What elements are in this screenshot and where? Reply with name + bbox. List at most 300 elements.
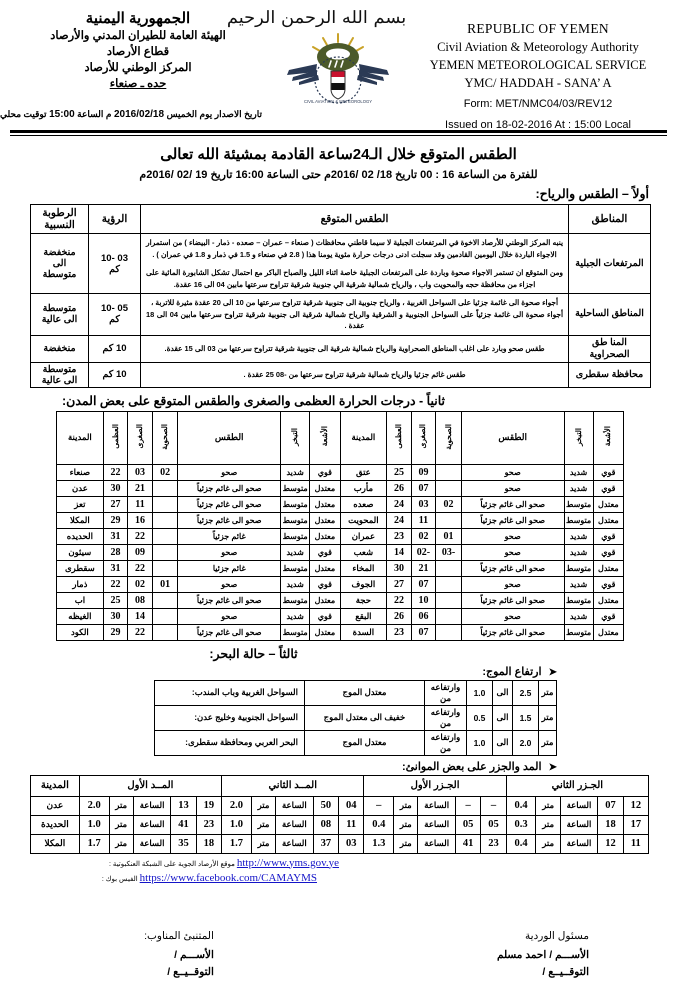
frost-temp-right <box>152 624 178 640</box>
tide-meter-label-tide2: متر <box>251 796 275 815</box>
max-temp-left: 24 <box>387 512 412 528</box>
tide-minute-tide2: 11 <box>339 815 364 834</box>
region-name: المرتفعات الجبلية <box>569 234 651 294</box>
weather-left: صحو <box>461 544 564 560</box>
frost-temp-left <box>436 592 462 608</box>
tide-height-tide1: 2.0 <box>79 796 109 815</box>
cama-logo-icon <box>283 30 393 104</box>
forecast-period: للفترة من الساعة 16 : 00 تاريخ 18/ 02 /2016م حتى الساعة 16:00 تاريخ 19 /02 /2016م <box>139 169 538 181</box>
wave-height-label: ارتفاع الموج: <box>482 665 542 678</box>
region-name: المنا طق الصحراوية <box>569 335 651 362</box>
max-temp-right: 28 <box>103 544 128 560</box>
tide-hour-label-tide1: الساعة <box>133 834 171 853</box>
weather-right: صحو الى غائم جزئياً <box>178 496 281 512</box>
max-temp-right: 27 <box>103 496 128 512</box>
weather-description: أجواء صحوة الى غائمة جزئيا على السواحل الغربية ، والرياح جنوبية الى جنوبية شرقية تتراوح سرعتها من 10 الى 20 عقدة مثيرة للاتربة ، أجواء صحوة الى غائمة جزئياً على السواحل الجنوبية و الشرقية والرياح شمالية شرقية الى جنوبية شرقية تتراوح سرعتها مابين 04 الى 18 عقدة . <box>141 294 569 336</box>
uv-value-left: معتدل <box>593 560 623 576</box>
issue-prefix: تاريخ الاصدار يوم الخميس <box>166 109 262 119</box>
temperature-table-wrapper <box>8 411 669 641</box>
signature-forecaster <box>8 930 362 981</box>
min-temp-left: 21 <box>411 560 436 576</box>
col-header-uv-right: الأشعة <box>310 411 340 464</box>
forecaster-name-line: الأســـم / <box>174 948 214 961</box>
table-row <box>31 362 651 387</box>
col-header-weather: الطقس المتوقع <box>141 205 569 234</box>
forecaster-signature-line: التوقــيــع / <box>167 965 214 978</box>
city-name-right: اب <box>57 592 104 608</box>
uv-value-right: معتدل <box>310 512 340 528</box>
max-temp-right: 29 <box>103 512 128 528</box>
table-row <box>57 512 624 528</box>
weather-description: طقس صحو وبارد على اغلب المناطق الصحراوية والرياح شمالية شرقية الى جنوبية شرقية تتراوح سرعتها من 03 الى 15 عقدة. <box>141 335 569 362</box>
tide-height-ebb2: 0.3 <box>506 815 536 834</box>
table-row <box>31 796 649 815</box>
wave-table-wrapper <box>8 680 669 756</box>
tide-hour-label-ebb2: الساعة <box>560 834 598 853</box>
wave-state: خفيف الى معتدل الموج <box>305 705 425 730</box>
issued-on-en: Issued on 18-02-2016 At : 15:00 Local <box>445 119 631 131</box>
city-name-left: شعب <box>340 544 387 560</box>
issue-datetime-ar <box>0 109 262 120</box>
weather-left: صحو <box>461 608 564 624</box>
tide-table-wrapper <box>8 775 669 854</box>
city-name-right: الغيظه <box>57 608 104 624</box>
tide-height-tide2: 1.0 <box>222 815 252 834</box>
tide-hour-tide1: 41 <box>171 815 196 834</box>
city-name-right: تعز <box>57 496 104 512</box>
section-heading-sea: ثالثاً – حالة البحر: <box>209 646 298 661</box>
table-row <box>57 592 624 608</box>
min-temp-right: 22 <box>128 560 153 576</box>
col-header-city-left: المدينة <box>340 411 387 464</box>
frost-temp-left: 01 <box>436 528 462 544</box>
table-header-row <box>31 205 651 234</box>
table-row <box>31 335 651 362</box>
min-temp-right: 16 <box>128 512 153 528</box>
min-temp-left: 07 <box>411 624 436 640</box>
website-link[interactable]: http://www.yms.gov.ye <box>236 856 339 869</box>
col-header-tide2: المــد الثاني <box>222 775 364 796</box>
frost-temp-right <box>152 480 178 496</box>
header-arabic-block <box>0 6 262 120</box>
tide-minute-tide1: 18 <box>196 834 221 853</box>
city-name-right: سيئون <box>57 544 104 560</box>
city-name-right: المكلا <box>57 512 104 528</box>
weather-left: صحو الى غائم جزئياً <box>461 496 564 512</box>
city-name-right: الحديده <box>57 528 104 544</box>
evaporation-right: متوسط <box>281 624 310 640</box>
weather-left: صحو الى غائم جزئياً <box>461 624 564 640</box>
service-name-en: YEMEN METEOROLOGICAL SERVICE <box>429 58 647 72</box>
evaporation-right: شديد <box>281 544 310 560</box>
uv-value-right: معتدل <box>310 496 340 512</box>
city-name-left: عتق <box>340 464 387 480</box>
evaporation-left: شديد <box>564 608 593 624</box>
tide-hour-label-tide1: الساعة <box>133 796 171 815</box>
center-name-ar: المركز الوطني للأرصاد <box>84 62 192 74</box>
max-temp-right: 25 <box>103 592 128 608</box>
frost-temp-right <box>152 496 178 512</box>
uv-value-right: معتدل <box>310 528 340 544</box>
tide-hour-ebb1: – <box>455 796 480 815</box>
city-name-left: عمران <box>340 528 387 544</box>
tide-hour-label-ebb1: الساعة <box>418 834 456 853</box>
humidity-value: متوسطة الى عالية <box>31 362 89 387</box>
weather-left: صحو الى غائم جزئياً <box>461 512 564 528</box>
weather-left: صحو <box>461 576 564 592</box>
basmala-calligraphy: بسم الله الرحمن الرحيم <box>226 8 406 28</box>
port-city-name: عدن <box>31 796 80 815</box>
evaporation-left: متوسط <box>564 512 593 528</box>
tide-minute-tide2: 04 <box>339 796 364 815</box>
min-temp-right: 21 <box>128 480 153 496</box>
evaporation-right: متوسط <box>281 496 310 512</box>
col-header-min-right: الصغرى <box>128 411 153 464</box>
facebook-link[interactable]: https://www.facebook.com/CAMAYMS <box>139 871 317 884</box>
evaporation-right: متوسط <box>281 480 310 496</box>
facebook-row <box>8 872 317 884</box>
city-name-left: مأرب <box>340 480 387 496</box>
table-row <box>155 680 557 705</box>
tide-height-tide1: 1.7 <box>79 834 109 853</box>
tide-meter-label-tide1: متر <box>109 796 133 815</box>
evaporation-left: شديد <box>564 528 593 544</box>
min-temp-right: 08 <box>128 592 153 608</box>
wave-height-from: 0.5 <box>467 705 493 730</box>
uv-value-right: قوي <box>310 544 340 560</box>
arrow-bullet-icon: ➤ <box>548 761 557 773</box>
table-row <box>57 464 624 480</box>
col-header-ebb2: الجـزر الثاني <box>506 775 648 796</box>
authority-name-en: Civil Aviation & Meteorology Authority <box>437 40 639 54</box>
humidity-value: متوسطة الى عالية <box>31 294 89 336</box>
city-name-left: السدة <box>340 624 387 640</box>
city-name-right: صنعاء <box>57 464 104 480</box>
coast-name: السواحل الغربية وباب المندب: <box>155 680 305 705</box>
weather-table-wrapper <box>8 204 669 388</box>
max-temp-left: 22 <box>387 592 412 608</box>
uv-value-right: قوي <box>310 464 340 480</box>
frost-temp-right <box>152 592 178 608</box>
office-code-en: YMC/ HADDAH - SANA’ A <box>464 76 612 90</box>
frost-temp-right <box>152 608 178 624</box>
table-row <box>31 834 649 853</box>
wave-height-from: 1.0 <box>467 680 493 705</box>
weather-left: صحو الى غائم جزئياً <box>461 560 564 576</box>
uv-value-left: قوي <box>593 576 623 592</box>
wave-unit: متر <box>539 680 557 705</box>
min-temp-left: 11 <box>411 512 436 528</box>
weather-right: صحو الى غائم جزئياً <box>178 512 281 528</box>
col-header-evap-left: التبخر <box>564 411 593 464</box>
visibility-value: 05 -10 كم <box>89 294 141 336</box>
tide-height-ebb1: – <box>364 796 394 815</box>
frost-temp-right <box>152 512 178 528</box>
table-row <box>155 705 557 730</box>
region-name: محافظة سقطرى <box>569 362 651 387</box>
min-temp-left: -02 <box>411 544 436 560</box>
evaporation-right: متوسط <box>281 592 310 608</box>
evaporation-right: متوسط <box>281 528 310 544</box>
weather-right: صحو الى غائم جزئياً <box>178 624 281 640</box>
weather-right: صحو <box>178 608 281 624</box>
weather-right: غائم جزئيا <box>178 560 281 576</box>
tide-hour-ebb2: 07 <box>598 796 623 815</box>
arrow-bullet-icon: ➤ <box>548 666 557 678</box>
max-temp-right: 22 <box>103 464 128 480</box>
evaporation-right: شديد <box>281 608 310 624</box>
tide-hour-label-tide2: الساعة <box>276 815 314 834</box>
col-header-weather-right: الطقس <box>178 411 281 464</box>
weather-left: صحو <box>461 480 564 496</box>
uv-value-right: معتدل <box>310 480 340 496</box>
table-row <box>57 608 624 624</box>
tide-meter-label-ebb1: متر <box>394 834 418 853</box>
wave-height-to: 2.0 <box>513 730 539 755</box>
tide-hour-label-ebb2: الساعة <box>560 796 598 815</box>
col-header-max-left: العظمى <box>387 411 412 464</box>
tide-minute-ebb2: 12 <box>623 796 648 815</box>
uv-value-left: معتدل <box>593 624 623 640</box>
tide-hour-tide1: 35 <box>171 834 196 853</box>
form-number: Form: MET/NMC04/03/REV12 <box>463 98 613 110</box>
evaporation-left: شديد <box>564 544 593 560</box>
weather-description: ينبه المركز الوطني للأرصاد الاخوة في المرتفعات الجبلية لا سيما قاطني محافظات ( صنعاء – عمران – صعده - ذمار - البيضاء ) من استمرار الاجواء الباردة خلال اليومين القادمين وقد سجلت ادنى درجات حرارة مئوية يومنا هذا ( 2.8 في صنعاء و 1.5 في ذمار و 1.8 في عمران ) . ومن المتوقع ان تستمر الاجواء صحوة وباردة على المرتفعات الجبلية خاصة اثناء الليل والصباح الباكر مع احتمال تشكل الشابورة المائية على اجزاء من محافظة حجه والمحويت واب ، والرياح شمالية شرقية الي جنوبية شرقية تتراوح سرعتها مابين 04 الى 16 عقدة. <box>141 234 569 294</box>
city-name-left: الجوف <box>340 576 387 592</box>
uv-value-left: قوي <box>593 480 623 496</box>
shift-manager-name-line: الأســـم / احمد مسلم <box>496 948 589 961</box>
weather-right: صحو <box>178 576 281 592</box>
visibility-value: 10 كم <box>89 362 141 387</box>
tide-height-tide2: 1.7 <box>222 834 252 853</box>
center-location-ar: حده ـ صنعاء <box>109 78 167 90</box>
wave-unit: متر <box>539 705 557 730</box>
wave-to-label: الى <box>493 730 513 755</box>
website-row <box>8 857 339 869</box>
tide-hour-label-ebb2: الساعة <box>560 815 598 834</box>
sector-name-ar: قطاع الأرصاد <box>106 46 170 58</box>
wave-height-table <box>154 680 557 756</box>
tide-hour-tide2: 08 <box>313 815 338 834</box>
port-city-name: المكلا <box>31 834 80 853</box>
website-label: موقع الأرصاد الجوية على الشبكة العنكبوتية : <box>109 860 235 868</box>
frost-temp-left <box>436 464 462 480</box>
max-temp-left: 25 <box>387 464 412 480</box>
tide-table <box>30 775 649 854</box>
tide-meter-label-ebb1: متر <box>394 815 418 834</box>
region-name: المناطق الساحلية <box>569 294 651 336</box>
wave-height-to: 1.5 <box>513 705 539 730</box>
tide-meter-label-ebb2: متر <box>536 796 560 815</box>
tide-meter-label-ebb1: متر <box>394 796 418 815</box>
evaporation-left: شديد <box>564 464 593 480</box>
max-temp-right: 29 <box>103 624 128 640</box>
uv-value-left: قوي <box>593 464 623 480</box>
uv-value-left: قوي <box>593 608 623 624</box>
tide-meter-label-tide1: متر <box>109 834 133 853</box>
table-row <box>57 624 624 640</box>
frost-temp-right: 02 <box>152 464 178 480</box>
tide-height-ebb2: 0.4 <box>506 834 536 853</box>
weather-left: صحو الى غائم جزئياً <box>461 592 564 608</box>
tide-hour-label-tide2: الساعة <box>276 834 314 853</box>
min-temp-right: 14 <box>128 608 153 624</box>
tide-meter-label-tide1: متر <box>109 815 133 834</box>
footer-links <box>8 854 339 884</box>
col-header-frost-right: الصحوية <box>152 411 178 464</box>
max-temp-left: 30 <box>387 560 412 576</box>
max-temp-right: 30 <box>103 480 128 496</box>
country-name-en: REPUBLIC OF YEMEN <box>467 21 609 36</box>
tide-hour-ebb1: 05 <box>455 815 480 834</box>
tide-minute-tide2: 03 <box>339 834 364 853</box>
tide-minute-ebb1: – <box>481 796 506 815</box>
weather-left: صحو <box>461 464 564 480</box>
min-temp-right: 22 <box>128 528 153 544</box>
weather-right: صحو الى غائم جزئياً <box>178 592 281 608</box>
city-name-right: الكود <box>57 624 104 640</box>
wave-to-label: الى <box>493 680 513 705</box>
max-temp-right: 31 <box>103 528 128 544</box>
temperature-table <box>56 411 624 641</box>
uv-value-left: معتدل <box>593 512 623 528</box>
evaporation-left: متوسط <box>564 624 593 640</box>
weather-wind-table <box>30 204 651 388</box>
tide-hour-tide2: 50 <box>313 796 338 815</box>
uv-value-right: قوي <box>310 576 340 592</box>
table-row <box>31 815 649 834</box>
max-temp-left: 23 <box>387 624 412 640</box>
min-temp-left: 07 <box>411 576 436 592</box>
frost-temp-left <box>436 608 462 624</box>
svg-text:CIVIL AVIATION & METEOROLOGY: CIVIL AVIATION & METEOROLOGY <box>303 99 372 104</box>
authority-name-ar: الهيئة العامة للطيران المدني والأرصاد <box>50 30 226 42</box>
col-header-ebb1: الجـزر الأول <box>364 775 506 796</box>
section-heading-temps: ثانياً - درجات الحرارة العظمى والصغرى والطقس المتوقع على بعض المدن: <box>62 393 445 408</box>
weather-right: صحو <box>178 464 281 480</box>
city-name-left: حجة <box>340 592 387 608</box>
col-header-evap-right: التبخر <box>281 411 310 464</box>
table-row <box>57 496 624 512</box>
issue-date: 2016/02/18 <box>113 109 165 120</box>
tide-height-tide2: 2.0 <box>222 796 252 815</box>
tide-hour-label-tide2: الساعة <box>276 796 314 815</box>
frost-temp-right <box>152 544 178 560</box>
min-temp-left: 07 <box>411 480 436 496</box>
max-temp-left: 26 <box>387 608 412 624</box>
issue-suffix: توقيت محلي <box>0 109 47 119</box>
table-row <box>57 560 624 576</box>
col-header-city: المدينة <box>31 775 80 796</box>
max-temp-left: 23 <box>387 528 412 544</box>
table-row <box>57 576 624 592</box>
issue-mid: م الساعة <box>77 109 112 119</box>
port-city-name: الحديدة <box>31 815 80 834</box>
visibility-value: 03 -10 كم <box>89 234 141 294</box>
min-temp-left: 09 <box>411 464 436 480</box>
tide-hour-ebb2: 18 <box>598 815 623 834</box>
wave-state: معتدل الموج <box>305 680 425 705</box>
wave-from-label: وارتفاعه من <box>425 705 467 730</box>
max-temp-left: 27 <box>387 576 412 592</box>
max-temp-right: 30 <box>103 608 128 624</box>
tide-height-ebb1: 0.4 <box>364 815 394 834</box>
table-header-row <box>57 411 624 464</box>
frost-temp-left <box>436 512 462 528</box>
section-heading-weather: أولاً – الطقس والرياح: <box>535 187 649 201</box>
evaporation-left: شديد <box>564 576 593 592</box>
wave-height-to: 2.5 <box>513 680 539 705</box>
evaporation-right: شديد <box>281 464 310 480</box>
signature-area <box>8 930 669 981</box>
tide-meter-label-ebb2: متر <box>536 815 560 834</box>
tide-minute-ebb1: 05 <box>481 815 506 834</box>
city-name-right: ذمار <box>57 576 104 592</box>
tide-hour-label-tide1: الساعة <box>133 815 171 834</box>
max-temp-right: 31 <box>103 560 128 576</box>
city-name-right: سقطرى <box>57 560 104 576</box>
page-title: الطقس المتوقع خلال الـ24ساعة القادمة بمشيئة الله تعالى <box>160 146 517 163</box>
col-header-weather-left: الطقس <box>461 411 564 464</box>
table-row <box>155 730 557 755</box>
weather-right: غائم جزئياً <box>178 528 281 544</box>
min-temp-left: 02 <box>411 528 436 544</box>
col-header-frost-left: الصحوية <box>436 411 462 464</box>
tide-bullet <box>8 760 557 773</box>
wave-height-bullet <box>8 665 557 678</box>
min-temp-right: 03 <box>128 464 153 480</box>
uv-value-right: قوي <box>310 608 340 624</box>
weather-right: صحو <box>178 544 281 560</box>
coast-name: السواحل الجنوبية وخليج عدن: <box>155 705 305 730</box>
frost-temp-right <box>152 528 178 544</box>
col-header-max-right: العظمى <box>103 411 128 464</box>
city-name-left: البقع <box>340 608 387 624</box>
tide-meter-label-tide2: متر <box>251 815 275 834</box>
min-temp-right: 22 <box>128 624 153 640</box>
city-name-left: المخاء <box>340 560 387 576</box>
min-temp-right: 02 <box>128 576 153 592</box>
humidity-value: منخفضة الى متوسطة <box>31 234 89 294</box>
frost-temp-left: 02 <box>436 496 462 512</box>
tide-hour-ebb1: 41 <box>455 834 480 853</box>
tide-hour-ebb2: 12 <box>598 834 623 853</box>
min-temp-right: 09 <box>128 544 153 560</box>
tide-hour-label-ebb1: الساعة <box>418 815 456 834</box>
table-row <box>31 294 651 336</box>
wave-state: معتدل الموج <box>305 730 425 755</box>
frost-temp-left: -03 <box>436 544 462 560</box>
min-temp-left: 03 <box>411 496 436 512</box>
min-temp-left: 10 <box>411 592 436 608</box>
tide-minute-tide1: 19 <box>196 796 221 815</box>
wave-from-label: وارتفاعه من <box>425 680 467 705</box>
evaporation-right: متوسط <box>281 560 310 576</box>
evaporation-right: شديد <box>281 576 310 592</box>
tide-meter-label-ebb2: متر <box>536 834 560 853</box>
weather-left: صحو <box>461 528 564 544</box>
country-name-ar: الجمهورية اليمنية <box>85 10 191 27</box>
col-header-visibility: الرؤية <box>89 205 141 234</box>
table-row <box>57 480 624 496</box>
min-temp-right: 11 <box>128 496 153 512</box>
table-row <box>57 544 624 560</box>
wave-height-from: 1.0 <box>467 730 493 755</box>
coast-name: البحر العربي ومحافظة سقطرى: <box>155 730 305 755</box>
city-name-left: المحويت <box>340 512 387 528</box>
uv-value-left: معتدل <box>593 496 623 512</box>
wave-unit: متر <box>539 730 557 755</box>
